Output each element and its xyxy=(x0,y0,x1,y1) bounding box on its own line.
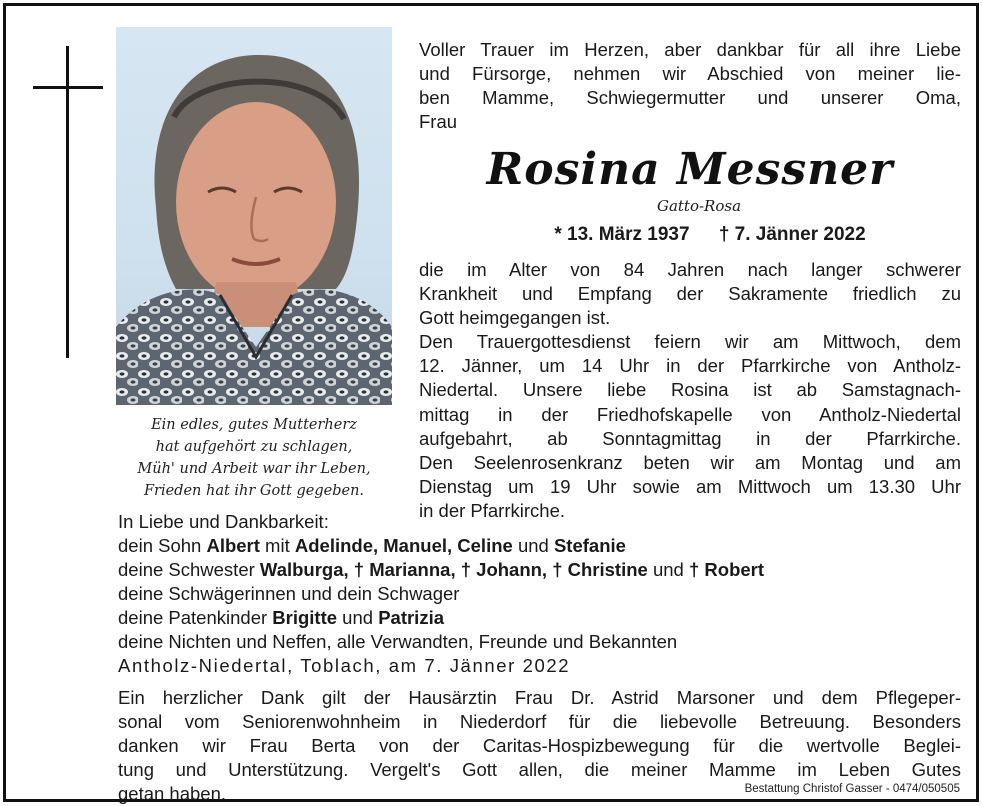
announcement-line: aufgebahrt, ab Sonntagmittag in der Pfarrkirche. xyxy=(419,427,961,449)
family-siblings xyxy=(118,558,968,582)
thanks-line: tung und Unterstützung. Vergelt's Gott allen, die meiner Mamme im Leben Gutes xyxy=(118,759,961,780)
portrait-illustration xyxy=(116,27,392,405)
portrait-photo xyxy=(116,27,392,405)
family-sibling-last: † Robert xyxy=(688,559,765,580)
family-godchild-name: Brigitte xyxy=(272,607,338,628)
poem-line: Müh' und Arbeit war ihr Leben, xyxy=(137,461,371,477)
life-dates xyxy=(419,222,961,248)
family-list xyxy=(118,510,968,678)
intro-line: Voller Trauer im Herzen, aber dankbar für all ihre Liebe xyxy=(419,39,961,60)
thanks-line: sonal vom Seniorenwohnheim in Niederdorf für die liebevolle Betreuung. Besonders xyxy=(118,711,961,732)
family-heading: In Liebe und Dankbarkeit: xyxy=(118,511,329,532)
undertaker-credit: Bestattung Christof Gasser - 0474/050505 xyxy=(744,783,960,795)
poem xyxy=(124,414,384,502)
family-sibling-names: Walburga, † Marianna, † Johann, † Christine xyxy=(259,559,648,580)
birth-date: * 13. März 1937 xyxy=(554,224,690,245)
announcement-line: Dienstag um 19 Uhr sowie am Mittwoch um 13.30 Uhr xyxy=(419,475,961,497)
announcement-line: 12. Jänner, um 14 Uhr in der Pfarrkirche von Antholz- xyxy=(419,355,961,377)
announcement-line: in der Pfarrkirche. xyxy=(419,499,565,521)
deceased-nickname: Gatto-Rosa xyxy=(656,197,742,215)
family-son-family: Adelinde, Manuel, Celine xyxy=(294,535,513,556)
announcement-line: Krankheit und Empfang der Sakramente friedlich zu xyxy=(419,283,961,305)
cross-icon-bar xyxy=(33,86,103,89)
intro-line: ben Mamme, Schwiegermutter und unserer Oma, xyxy=(419,87,961,108)
poem-line: Frieden hat ihr Gott gegeben. xyxy=(143,483,365,499)
family-son-mid: mit xyxy=(259,535,295,556)
thanks-line: Ein herzlicher Dank gilt der Hausärztin Frau Dr. Astrid Marsoner und dem Pflegeper- xyxy=(118,687,961,708)
cross-icon xyxy=(66,46,69,358)
family-godchild-name-last: Patrizia xyxy=(378,607,444,628)
intro-text xyxy=(419,38,961,134)
family-inlaws: deine Schwägerinnen und dein Schwager xyxy=(118,583,460,604)
announcement-line: die im Alter von 84 Jahren nach langer schwerer xyxy=(419,259,961,280)
family-sibling-und: und xyxy=(647,559,689,580)
family-son-name: Albert xyxy=(206,535,260,556)
family-son-und: und xyxy=(512,535,554,556)
thanks-line: getan haben. xyxy=(118,783,227,804)
family-godchildren xyxy=(118,606,968,630)
announcement-text xyxy=(419,258,961,523)
announcement-line: Den Seelenrosenkranz beten wir am Montag und am xyxy=(419,451,961,473)
deceased-name: Rosina Messner xyxy=(486,144,894,195)
announcement-line: mittag in der Friedhofskapelle von Antholz-Niedertal xyxy=(419,403,961,425)
intro-line: Frau xyxy=(419,111,458,132)
family-son xyxy=(118,534,968,558)
family-godchildren-prefix: deine Patenkinder xyxy=(118,607,273,628)
family-relatives: deine Nichten und Neffen, alle Verwandten, Freunde und Bekannten xyxy=(118,631,678,652)
family-godchild-und: und xyxy=(337,607,379,628)
thanks-line: danken wir Frau Berta von der Caritas-Hospizbewegung für die wertvolle Beglei- xyxy=(118,735,961,756)
obituary-frame xyxy=(3,3,979,802)
announcement-line: Niedertal. Unsere liebe Rosina ist ab Samstagnach- xyxy=(419,379,961,401)
intro-line: und Fürsorge, nehmen wir Abschied von meiner lie- xyxy=(419,63,961,84)
family-son-family-last: Stefanie xyxy=(553,535,626,556)
place-date: Antholz-Niedertal, Toblach, am 7. Jänner 2022 xyxy=(118,655,571,676)
family-sister-prefix: deine Schwester xyxy=(118,559,260,580)
announcement-line: Den Trauergottesdienst feiern wir am Mittwoch, dem xyxy=(419,331,961,353)
poem-line: Ein edles, gutes Mutterherz xyxy=(151,417,357,433)
family-son-prefix: dein Sohn xyxy=(118,535,207,556)
announcement-line: Gott heimgegangen ist. xyxy=(419,307,611,329)
death-date: † 7. Jänner 2022 xyxy=(718,224,866,245)
poem-line: hat aufgehört zu schlagen, xyxy=(155,439,353,455)
